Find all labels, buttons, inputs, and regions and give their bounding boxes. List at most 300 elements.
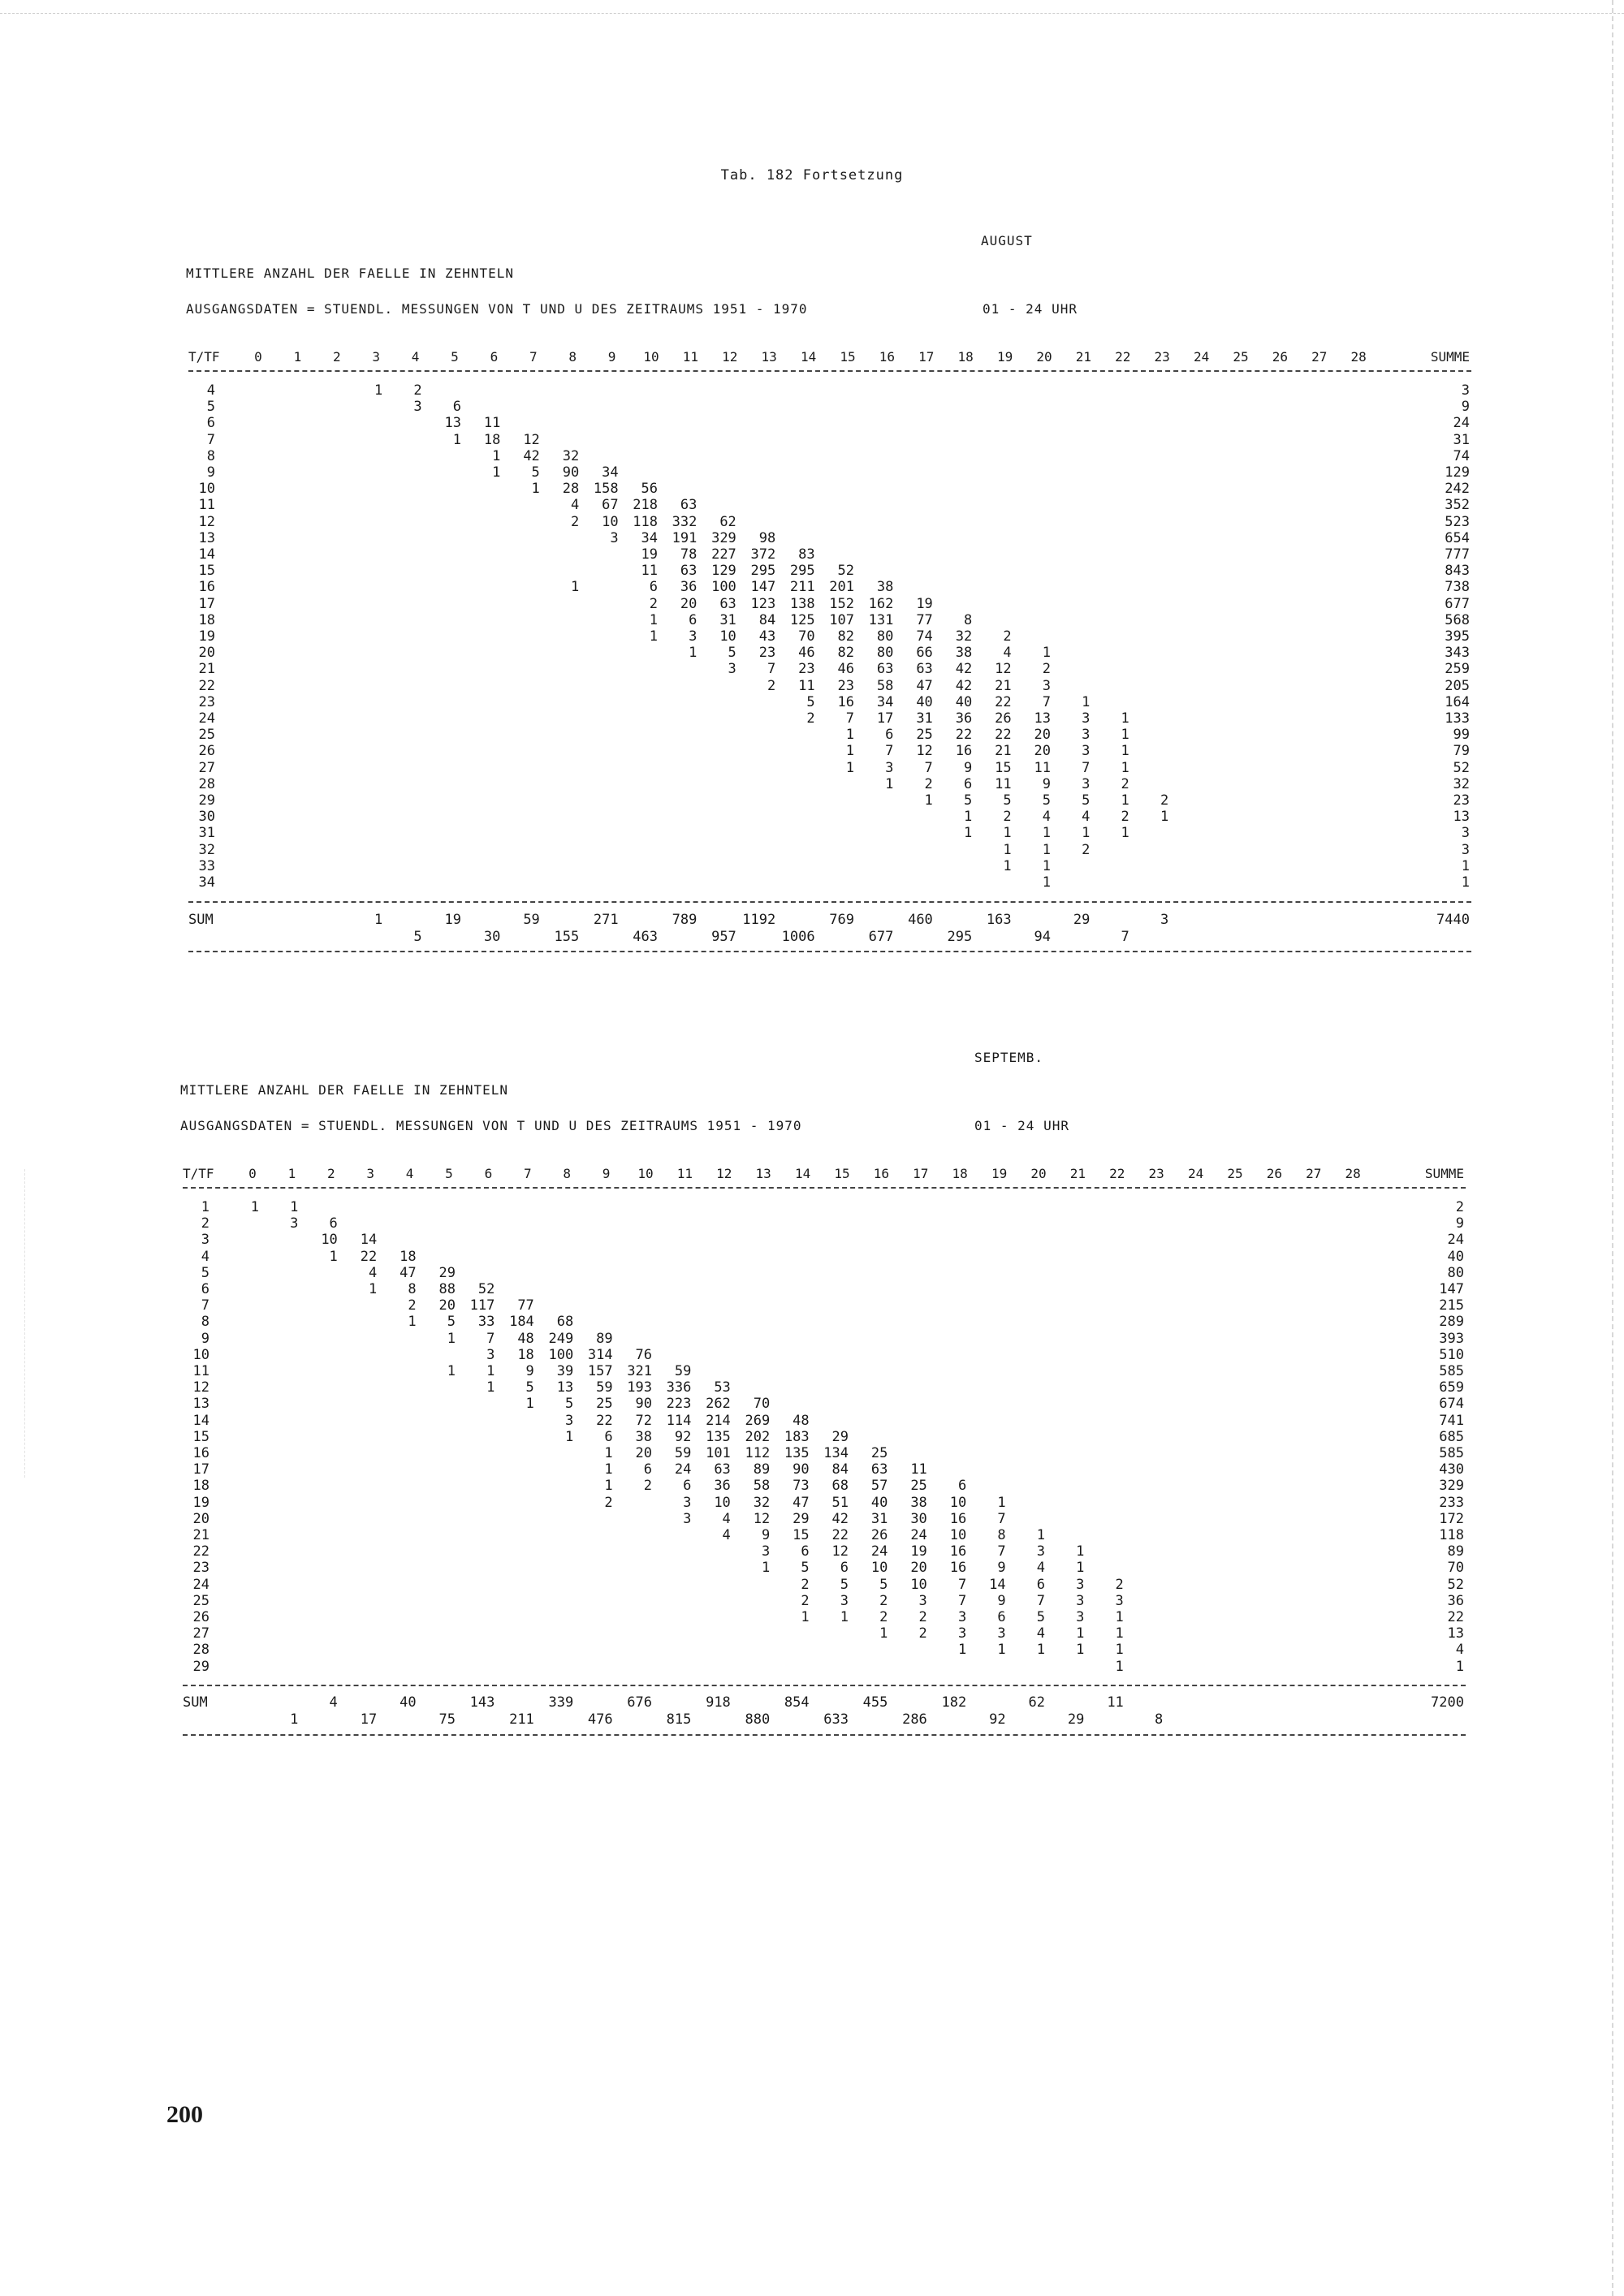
- table-cell: 314: [587, 1346, 613, 1363]
- table-cell: 10: [321, 1232, 338, 1249]
- row-sum: 52: [1453, 759, 1470, 776]
- row-label: 12: [192, 1379, 209, 1396]
- table-cell: 77: [916, 611, 933, 628]
- row-label: 18: [198, 611, 215, 628]
- table-cell: 4: [722, 1510, 731, 1527]
- table-cell: 19: [641, 546, 658, 563]
- table-cell: 1: [1115, 1625, 1124, 1642]
- column-header: 5: [451, 349, 459, 365]
- table-cell: 3: [290, 1215, 299, 1232]
- column-header: 28: [1345, 1166, 1361, 1181]
- table-cell: 11: [910, 1461, 927, 1478]
- column-sum: 295: [947, 929, 973, 945]
- column-header: 11: [676, 1166, 693, 1181]
- table-cell: 14: [989, 1576, 1006, 1593]
- table-cell: 48: [517, 1330, 534, 1347]
- table-cell: 31: [719, 611, 736, 628]
- table-cell: 42: [955, 661, 973, 678]
- table-cell: 3: [761, 1543, 771, 1560]
- row-label: 15: [192, 1428, 209, 1445]
- row-sum: 233: [1439, 1494, 1464, 1511]
- table-cell: 1: [845, 727, 854, 744]
- table-cell: 1: [1042, 825, 1051, 842]
- table-cell: 1: [997, 1642, 1006, 1659]
- row-sum: 36: [1447, 1592, 1464, 1609]
- table-cell: 2: [879, 1609, 888, 1625]
- column-header: 6: [490, 349, 499, 365]
- table-cell: 214: [706, 1412, 731, 1429]
- table-cell: 2: [604, 1494, 613, 1511]
- table-cell: 3: [918, 1592, 927, 1609]
- table-cell: 10: [910, 1576, 927, 1593]
- column-header: 2: [326, 1166, 335, 1181]
- table-cell: 1: [604, 1461, 613, 1478]
- table-cell: 12: [831, 1543, 849, 1560]
- table-cell: 22: [995, 693, 1012, 710]
- table-cell: 5: [1003, 792, 1012, 809]
- column-sum: 211: [509, 1711, 534, 1728]
- row-sum: 259: [1445, 661, 1470, 678]
- column-header: 18: [952, 1166, 968, 1181]
- row-label: 26: [192, 1609, 209, 1625]
- table-cell: 1: [1121, 743, 1129, 760]
- row-label: 5: [201, 1264, 209, 1281]
- table-cell: 40: [916, 693, 933, 710]
- month-label: AUGUST: [981, 233, 1033, 248]
- table-cell: 1: [1042, 874, 1051, 891]
- table-cell: 372: [750, 546, 776, 563]
- row-sum: 674: [1439, 1396, 1464, 1413]
- row-sum: 40: [1447, 1248, 1464, 1265]
- table-cell: 1: [1076, 1625, 1085, 1642]
- table-cell: 8: [997, 1527, 1006, 1543]
- table-cell: 101: [706, 1445, 731, 1461]
- table-cell: 59: [674, 1363, 692, 1379]
- table-cell: 34: [602, 464, 619, 481]
- table-cell: 11: [1034, 759, 1051, 776]
- row-label: 13: [198, 529, 215, 546]
- table-cell: 1: [447, 1363, 456, 1379]
- hours-note: 01 - 24 UHR: [974, 1118, 1069, 1133]
- table-cell: 63: [680, 563, 698, 580]
- table-cell: 29: [438, 1264, 456, 1281]
- column-sum: 75: [438, 1711, 456, 1728]
- table-cell: 9: [997, 1592, 1006, 1609]
- table-cell: 1: [1003, 857, 1012, 874]
- table-cell: 4: [1003, 645, 1012, 662]
- table-cell: 59: [596, 1379, 613, 1396]
- table-cell: 18: [517, 1346, 534, 1363]
- table-cell: 6: [689, 611, 698, 628]
- column-header: 11: [682, 349, 699, 365]
- table-cell: 3: [413, 399, 422, 416]
- column-header: 17: [913, 1166, 929, 1181]
- table-cell: 63: [870, 1461, 888, 1478]
- table-cell: 82: [837, 628, 854, 645]
- table-cell: 11: [995, 775, 1012, 792]
- table-cell: 6: [963, 775, 973, 792]
- table-cell: 1: [1121, 727, 1129, 744]
- row-label: 11: [192, 1363, 209, 1379]
- row-label: 27: [198, 759, 215, 776]
- table-cell: 223: [666, 1396, 692, 1413]
- row-label: 1: [201, 1199, 209, 1215]
- table-cell: 1: [997, 1494, 1006, 1511]
- table-cell: 82: [837, 645, 854, 662]
- table-cell: 16: [955, 743, 973, 760]
- table-cell: 1: [1042, 645, 1051, 662]
- table-cell: 15: [793, 1527, 810, 1543]
- table-cell: 7: [957, 1576, 967, 1593]
- column-sum: 143: [469, 1694, 495, 1711]
- header-corner-label: T/TF: [183, 1166, 214, 1181]
- column-header: 18: [957, 349, 974, 365]
- row-label: 12: [198, 513, 215, 530]
- table-cell: 4: [1042, 809, 1051, 826]
- column-header: 15: [840, 349, 856, 365]
- table-cell: 90: [793, 1461, 810, 1478]
- table-cell: 62: [719, 513, 736, 530]
- table-cell: 12: [523, 431, 540, 448]
- table-cell: 1: [1042, 841, 1051, 858]
- row-label: 28: [192, 1642, 209, 1659]
- row-label: 24: [192, 1576, 209, 1593]
- table-cell: 58: [876, 677, 894, 694]
- table-cell: 12: [995, 661, 1012, 678]
- table-cell: 73: [793, 1478, 810, 1495]
- table-cell: 1: [801, 1609, 810, 1625]
- table-cell: 31: [870, 1510, 888, 1527]
- table-cell: 42: [831, 1510, 849, 1527]
- table-cell: 1: [408, 1314, 417, 1331]
- table-cell: 77: [517, 1297, 534, 1314]
- column-header: 25: [1233, 349, 1249, 365]
- table-cell: 6: [604, 1428, 613, 1445]
- row-label: 17: [198, 595, 215, 612]
- table-cell: 16: [949, 1543, 967, 1560]
- row-sum: 343: [1445, 645, 1470, 662]
- table-cell: 295: [750, 563, 776, 580]
- row-label: 26: [198, 743, 215, 760]
- grand-total: 7440: [1436, 912, 1470, 928]
- column-sum: 769: [829, 912, 854, 928]
- sum-rule-top: [183, 1685, 1466, 1686]
- table-cell: 336: [666, 1379, 692, 1396]
- table-cell: 3: [1076, 1576, 1085, 1593]
- row-sum: 289: [1439, 1314, 1464, 1331]
- column-header: 9: [602, 1166, 611, 1181]
- table-cell: 9: [525, 1363, 534, 1379]
- table-cell: 9: [761, 1527, 771, 1543]
- table-cell: 131: [868, 611, 894, 628]
- table-cell: 32: [562, 447, 580, 464]
- table-cell: 10: [714, 1494, 731, 1511]
- table-cell: 3: [1036, 1543, 1045, 1560]
- table-cell: 42: [523, 447, 540, 464]
- table-cell: 1: [845, 743, 854, 760]
- table-cell: 1: [1121, 710, 1129, 727]
- table-cell: 20: [635, 1445, 652, 1461]
- table-cell: 1: [564, 1428, 574, 1445]
- row-sum: 393: [1439, 1330, 1464, 1347]
- row-label: 32: [198, 841, 215, 858]
- row-sum: 118: [1439, 1527, 1464, 1543]
- table-cell: 26: [870, 1527, 888, 1543]
- hours-note: 01 - 24 UHR: [983, 301, 1078, 317]
- row-label: 28: [198, 775, 215, 792]
- table-cell: 125: [789, 611, 815, 628]
- row-sum: 79: [1453, 743, 1470, 760]
- table-cell: 100: [548, 1346, 574, 1363]
- grand-total: 7200: [1431, 1694, 1464, 1711]
- row-sum: 659: [1439, 1379, 1464, 1396]
- table-cell: 9: [1042, 775, 1051, 792]
- table-cell: 14: [360, 1232, 378, 1249]
- table-cell: 72: [635, 1412, 652, 1429]
- table-cell: 2: [918, 1609, 927, 1625]
- table-cell: 59: [674, 1445, 692, 1461]
- table-cell: 262: [706, 1396, 731, 1413]
- row-label: 6: [206, 415, 215, 432]
- table-cell: 112: [745, 1445, 771, 1461]
- column-header: 26: [1266, 1166, 1283, 1181]
- table-cell: 63: [916, 661, 933, 678]
- table-cell: 70: [798, 628, 815, 645]
- table-cell: 78: [680, 546, 698, 563]
- table-cell: 6: [801, 1543, 810, 1560]
- column-header: 19: [991, 1166, 1008, 1181]
- table-cell: 32: [753, 1494, 771, 1511]
- row-sum: 242: [1445, 481, 1470, 498]
- row-sum: 70: [1447, 1560, 1464, 1577]
- table-cell: 23: [798, 661, 815, 678]
- source-note: AUSGANGSDATEN = STUENDL. MESSUNGEN VON T UND U DES ZEITRAUMS 1951 - 1970: [180, 1118, 802, 1133]
- row-sum: 1: [1455, 1658, 1464, 1675]
- table-cell: 47: [793, 1494, 810, 1511]
- row-label: 23: [192, 1560, 209, 1577]
- row-sum: 430: [1439, 1461, 1464, 1478]
- table-cell: 5: [840, 1576, 849, 1593]
- table-cell: 5: [1082, 792, 1091, 809]
- column-sum: 30: [483, 929, 501, 945]
- table-cell: 118: [633, 513, 658, 530]
- row-label: 21: [192, 1527, 209, 1543]
- table-cell: 17: [876, 710, 894, 727]
- table-cell: 90: [635, 1396, 652, 1413]
- table-cell: 184: [509, 1314, 534, 1331]
- row-label: 34: [198, 874, 215, 891]
- row-label: 9: [201, 1330, 209, 1347]
- table-cell: 3: [997, 1625, 1006, 1642]
- table-cell: 1: [761, 1560, 771, 1577]
- table-cell: 1: [531, 481, 540, 498]
- column-sum: 155: [554, 929, 580, 945]
- table-cell: 7: [845, 710, 854, 727]
- column-header: 8: [568, 349, 577, 365]
- column-header: 22: [1109, 1166, 1125, 1181]
- column-header: 3: [366, 1166, 374, 1181]
- table-cell: 1: [879, 1625, 888, 1642]
- row-sum: 32: [1453, 775, 1470, 792]
- row-label: 22: [198, 677, 215, 694]
- table-cell: 107: [829, 611, 854, 628]
- row-sum: 129: [1445, 464, 1470, 481]
- table-cell: 1: [486, 1379, 495, 1396]
- table-cell: 6: [649, 579, 658, 596]
- row-sum: 654: [1445, 529, 1470, 546]
- table-cell: 46: [798, 645, 815, 662]
- column-sum: 5: [413, 929, 422, 945]
- column-header: 15: [834, 1166, 850, 1181]
- table-cell: 7: [486, 1330, 495, 1347]
- table-cell: 7: [1082, 759, 1091, 776]
- table-cell: 4: [570, 497, 580, 514]
- row-label: 8: [201, 1314, 209, 1331]
- table-cell: 227: [711, 546, 736, 563]
- row-label: 29: [198, 792, 215, 809]
- column-sum: 1: [290, 1711, 299, 1728]
- table-cell: 7: [997, 1543, 1006, 1560]
- table-cell: 1: [649, 611, 658, 628]
- column-header: 23: [1154, 349, 1170, 365]
- table-cell: 2: [1003, 628, 1012, 645]
- table-cell: 201: [829, 579, 854, 596]
- table-cell: 5: [728, 645, 736, 662]
- table-cell: 269: [745, 1412, 771, 1429]
- row-label: 20: [198, 645, 215, 662]
- row-sum: 172: [1439, 1510, 1464, 1527]
- table-cell: 3: [840, 1592, 849, 1609]
- table-cell: 3: [957, 1609, 967, 1625]
- table-cell: 3: [1042, 677, 1051, 694]
- row-label: 16: [192, 1445, 209, 1461]
- column-header: 27: [1311, 349, 1328, 365]
- column-sum: 633: [823, 1711, 849, 1728]
- column-header: 22: [1115, 349, 1131, 365]
- table-cell: 22: [831, 1527, 849, 1543]
- table-cell: 321: [627, 1363, 652, 1379]
- table-cell: 5: [806, 693, 815, 710]
- table-cell: 30: [910, 1510, 927, 1527]
- row-label: 22: [192, 1543, 209, 1560]
- table-cell: 3: [1076, 1592, 1085, 1609]
- table-cell: 2: [413, 382, 422, 399]
- row-sum: 3: [1461, 825, 1470, 842]
- table-cell: 58: [753, 1478, 771, 1495]
- row-sum: 3: [1461, 382, 1470, 399]
- column-header: 20: [1030, 1166, 1047, 1181]
- table-cell: 33: [477, 1314, 495, 1331]
- table-cell: 11: [798, 677, 815, 694]
- column-sum: 1006: [781, 929, 815, 945]
- table-cell: 38: [635, 1428, 652, 1445]
- table-cell: 1: [924, 792, 933, 809]
- table-cell: 1: [1082, 825, 1091, 842]
- table-cell: 3: [957, 1625, 967, 1642]
- column-header: 16: [879, 349, 896, 365]
- table-cell: 5: [1042, 792, 1051, 809]
- table-cell: 47: [916, 677, 933, 694]
- table-cell: 1: [1121, 759, 1129, 776]
- table-cell: 6: [840, 1560, 849, 1577]
- table-cell: 21: [995, 677, 1012, 694]
- table-cell: 20: [438, 1297, 456, 1314]
- row-label: 33: [198, 857, 215, 874]
- column-header: 1: [293, 349, 302, 365]
- table-cell: 53: [714, 1379, 731, 1396]
- column-sum: 271: [593, 912, 619, 928]
- table-cell: 1: [368, 1281, 378, 1297]
- column-header: 17: [918, 349, 935, 365]
- table-cell: 8: [963, 611, 973, 628]
- column-header: 9: [607, 349, 616, 365]
- row-sum: 1: [1461, 857, 1470, 874]
- table-cell: 7: [1042, 693, 1051, 710]
- table-cell: 22: [955, 727, 973, 744]
- table-cell: 114: [666, 1412, 692, 1429]
- column-header: 0: [248, 1166, 257, 1181]
- table-cell: 3: [610, 529, 619, 546]
- table-cell: 3: [1082, 743, 1091, 760]
- row-sum: 843: [1445, 563, 1470, 580]
- table-cell: 249: [548, 1330, 574, 1347]
- table-cell: 98: [758, 529, 776, 546]
- table-cell: 68: [556, 1314, 574, 1331]
- table-cell: 70: [753, 1396, 771, 1413]
- column-sum: 455: [862, 1694, 888, 1711]
- table-cell: 329: [711, 529, 736, 546]
- table-cell: 1: [604, 1478, 613, 1495]
- table-cell: 74: [916, 628, 933, 645]
- row-sum: 215: [1439, 1297, 1464, 1314]
- row-sum: 74: [1453, 447, 1470, 464]
- table-cell: 63: [719, 595, 736, 612]
- table-cell: 38: [955, 645, 973, 662]
- table-cell: 2: [649, 595, 658, 612]
- table-cell: 12: [753, 1510, 771, 1527]
- table-cell: 193: [627, 1379, 652, 1396]
- row-label: 8: [206, 447, 215, 464]
- table-cell: 32: [955, 628, 973, 645]
- table-cell: 57: [870, 1478, 888, 1495]
- table-cell: 20: [680, 595, 698, 612]
- table-cell: 1: [329, 1248, 338, 1265]
- row-sum: 685: [1439, 1428, 1464, 1445]
- table-cell: 24: [910, 1527, 927, 1543]
- table-cell: 23: [837, 677, 854, 694]
- row-sum: 147: [1439, 1281, 1464, 1297]
- column-sum: 286: [902, 1711, 927, 1728]
- column-sum: 854: [784, 1694, 810, 1711]
- table-cell: 84: [831, 1461, 849, 1478]
- row-sum: 24: [1447, 1232, 1464, 1249]
- table-cell: 1: [1160, 809, 1169, 826]
- column-sum: 59: [523, 912, 540, 928]
- row-sum: 3: [1461, 841, 1470, 858]
- table-cell: 23: [758, 645, 776, 662]
- table-cell: 1: [963, 825, 973, 842]
- table-cell: 1: [845, 759, 854, 776]
- row-label: 4: [206, 382, 215, 399]
- table-cell: 135: [706, 1428, 731, 1445]
- column-sum: 163: [986, 912, 1012, 928]
- table-cell: 6: [957, 1478, 967, 1495]
- column-header-summe: SUMME: [1430, 349, 1470, 365]
- row-label: 16: [198, 579, 215, 596]
- table-cell: 2: [924, 775, 933, 792]
- table-cell: 138: [789, 595, 815, 612]
- table-cell: 25: [870, 1445, 888, 1461]
